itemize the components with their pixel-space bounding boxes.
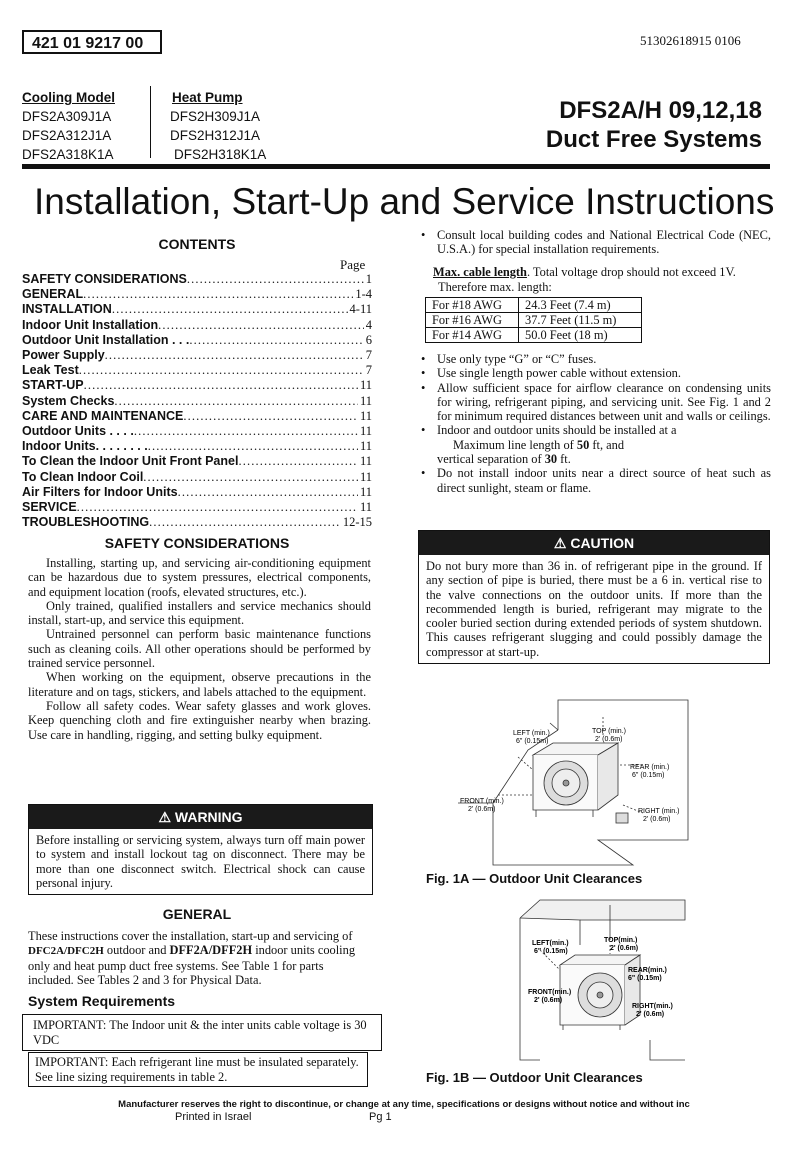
fig1a-rear-value: 6" (0.15m) <box>632 772 665 779</box>
toc-leader <box>114 394 358 409</box>
contents-heading: CONTENTS <box>158 236 236 252</box>
model-list <box>22 88 312 164</box>
safety-paragraph: When working on the equipment, observe precautions in the literature and on tags, stickers, and labels attached to the equipment. <box>28 670 371 699</box>
cooling-model-1: DFS2A309J1A <box>22 109 112 124</box>
toc-row <box>22 333 372 348</box>
toc-row <box>22 409 372 424</box>
toc-label: Air Filters for Indoor Units <box>22 484 178 499</box>
fig1a-front-value: 2' (0.6m) <box>468 806 496 813</box>
cooling-model-2: DFS2A312J1A <box>22 128 112 143</box>
toc-leader <box>79 363 364 378</box>
toc-label: SERVICE <box>22 500 77 515</box>
model-divider <box>150 86 151 158</box>
indoor-model-ref: DFF2A/DFF2H <box>169 943 253 958</box>
toc-label: INSTALLATION <box>22 302 112 317</box>
safety-heading: SAFETY CONSIDERATIONS <box>104 535 290 551</box>
toc-label: GENERAL <box>22 287 84 302</box>
toc-label: Indoor Units. . . . . . . . <box>22 439 148 454</box>
fig1a-caption: Fig. 1A — Outdoor Unit Clearances <box>426 871 643 886</box>
toc-label: To Clean Indoor Coil <box>22 469 144 484</box>
install-line-1: • Indoor and outdoor units should be installed at a <box>437 423 677 438</box>
toc-leader <box>187 272 364 287</box>
install-text: ft. <box>557 452 571 467</box>
toc-row <box>22 500 372 515</box>
install-line-2 <box>437 438 771 452</box>
bullet-install <box>421 423 771 466</box>
product-line-2: Duct Free Systems <box>545 126 762 153</box>
footer-page: Pg 1 <box>369 1111 392 1123</box>
toc-page: 4-11 <box>349 302 372 317</box>
warning-text: Before installing or servicing system, always turn off main power to system and install lockout tag on disconnect. There may be more than one disconnect switch. Electrical shock can cause personal injury. <box>36 833 365 890</box>
install-text: vertical separation of <box>437 452 545 467</box>
toc-page: 6 <box>365 332 372 347</box>
cooling-model-header: Cooling Model <box>22 90 115 105</box>
fig1b-right-value: 2' (0.6m) <box>636 1011 665 1018</box>
cable-length-note <box>433 265 773 280</box>
toc-leader <box>238 454 358 469</box>
important-insulation-note: IMPORTANT: Each refrigerant line must be insulated separately. See line sizing requirements in table 2. <box>28 1052 368 1087</box>
fig1b-right-label: RIGHT(min.) <box>632 1003 673 1010</box>
footer-printed: Printed in Israel <box>175 1111 252 1123</box>
caution-text: Do not bury more than 36 in. of refrigerant pipe in the ground. If any section of pipe is buried, there must be a 6 in. vertical rise to the valve connections on the outdoor units. If more than the recommended length is buried, refrigerant may migrate to the cooler buried section during extended periods of system shutdown. This causes refrigerant slugging and could possibly damage the compressor at start-up. <box>426 559 762 659</box>
toc-leader <box>178 485 358 500</box>
toc-leader <box>112 302 348 317</box>
toc-label: Outdoor Unit Installation . . . <box>22 332 190 347</box>
general-text-part: indoor units cooling only and heat pump duct free systems. See Table 1 for parts included. See Tables 2 and 3 for Physical Data. <box>28 943 356 987</box>
fig1b-left-value: 6" (0.15m) <box>534 948 568 955</box>
outdoor-model-ref: DFC2A/DFC2H <box>28 945 104 958</box>
cable-length-text: . Total voltage drop should not exceed 1V. <box>526 265 736 279</box>
toc-row <box>22 485 372 500</box>
toc-label: TROUBLESHOOTING <box>22 515 150 530</box>
toc-label: CARE AND MAINTENANCE <box>22 408 184 423</box>
toc-row <box>22 378 372 393</box>
safety-paragraph: Follow all safety codes. Wear safety glasses and work gloves. Keep quenching cloth and fire extinguisher nearby when brazing. Use care in handling, rigging, and setting bulky equipment. <box>28 698 371 742</box>
outdoor-clearance-figure-1b <box>500 890 700 1065</box>
toc-page: 11 <box>359 424 372 439</box>
footer-disclaimer: Manufacturer reserves the right to discontinue, or change at any time, specifications or designs without notice and without inc <box>118 1099 690 1110</box>
contents-page-label: Page <box>340 257 366 272</box>
toc-row <box>22 348 372 363</box>
fig1a-rear-label: REAR (min.) <box>630 764 670 771</box>
fig1b-left-label: LEFT(min.) <box>532 940 569 947</box>
toc-page: 7 <box>365 348 372 363</box>
fig1a-right-value: 2' (0.6m) <box>643 816 671 823</box>
toc-leader <box>189 333 363 348</box>
toc-page: 1 <box>365 272 372 286</box>
bullet-heat: • Do not install indoor units near a direct source of heat such as direct sunlight, steam or flame. <box>421 466 771 495</box>
header-rule <box>22 164 770 169</box>
toc-page: 11 <box>359 454 372 469</box>
toc-leader <box>84 378 358 393</box>
table-cell: For #16 AWG <box>426 313 519 328</box>
toc-leader <box>134 424 358 439</box>
important-voltage-note: IMPORTANT: The Indoor unit & the inter units cable voltage is 30 VDC <box>22 1014 382 1051</box>
general-heading: GENERAL <box>162 906 232 922</box>
toc-leader <box>148 439 358 454</box>
fig1b-front-label: FRONT(min.) <box>528 989 572 996</box>
toc-row <box>22 272 372 287</box>
toc-label: SAFETY CONSIDERATIONS <box>22 272 187 286</box>
page-title: Installation, Start-Up and Service Instructions <box>34 181 775 222</box>
fig1a-left-label: LEFT (min.) <box>513 730 550 737</box>
part-number: 421 01 9217 00 <box>22 30 162 54</box>
caution-triangle-icon: ⚠ <box>553 535 567 551</box>
general-text-part: These instructions cover the installation, start-up and servicing of <box>28 929 353 943</box>
fig1a-left-value: 6" (0.15m) <box>516 738 549 745</box>
fig1a-front-label: FRONT (min.) <box>460 798 504 805</box>
cooling-model-3: DFS2A318K1A <box>22 147 114 162</box>
toc-page: 1-4 <box>355 287 372 302</box>
install-line-3 <box>437 452 771 466</box>
toc-page: 11 <box>359 393 372 408</box>
caution-box <box>418 530 770 664</box>
fig1b-rear-label: REAR(min.) <box>628 967 667 974</box>
table-cell: 24.3 Feet (7.4 m) <box>519 298 642 313</box>
toc-row <box>22 454 372 469</box>
cable-length-table <box>425 297 642 343</box>
bullet-space: • Allow sufficient space for airflow clearance on condensing units for wiring, refrigerant piping, and servicing unit. See Fig. 1 and 2 for minimum required distances between unit and walls or ceilings. <box>421 381 771 424</box>
heat-pump-model-3: DFS2H318K1A <box>174 147 267 162</box>
table-of-contents <box>22 272 372 530</box>
table-cell: 37.7 Feet (11.5 m) <box>519 313 642 328</box>
toc-page: 11 <box>359 378 372 393</box>
codes-bullet <box>421 228 771 257</box>
product-name <box>546 96 762 154</box>
toc-label: START-UP <box>22 378 84 393</box>
toc-page: 11 <box>359 439 372 454</box>
toc-page: 11 <box>359 408 372 423</box>
toc-label: To Clean the Indoor Unit Front Panel <box>22 454 239 469</box>
toc-label: System Checks <box>22 393 115 408</box>
fig1a-top-label: TOP (min.) <box>592 728 626 735</box>
document-number: 51302618915 0106 <box>640 33 741 48</box>
toc-row <box>22 394 372 409</box>
fig1b-rear-value: 6" (0.15m) <box>628 975 662 982</box>
toc-row <box>22 424 372 439</box>
general-text-part: outdoor and <box>103 943 170 958</box>
caution-header <box>419 531 769 555</box>
bullet-cable: • Use single length power cable without extension. <box>421 366 771 380</box>
toc-page: 4 <box>365 317 372 332</box>
toc-row <box>22 363 372 378</box>
toc-leader <box>77 500 358 515</box>
toc-leader <box>83 287 353 302</box>
table-row <box>426 313 642 328</box>
fig1a-right-label: RIGHT (min.) <box>638 808 680 815</box>
toc-label: Leak Test <box>22 363 79 378</box>
fig1a-top-value: 2' (0.6m) <box>595 736 623 743</box>
toc-label: Indoor Unit Installation <box>22 317 159 332</box>
toc-row <box>22 318 372 333</box>
table-row <box>426 298 642 313</box>
product-line-1: DFS2A/H 09,12,18 <box>559 97 762 124</box>
safety-paragraph: Installing, starting up, and servicing air-conditioning equipment can be hazardous due to system pressures, electrical components, and equipment location (roofs, elevated structures, etc.). <box>28 556 371 599</box>
caution-title: CAUTION <box>570 535 635 551</box>
bullet-fuses: • Use only type “G” or “C” fuses. <box>421 352 771 366</box>
toc-page: 11 <box>359 500 372 515</box>
warning-header <box>29 805 372 829</box>
cable-length-text2: Therefore max. length: <box>438 280 552 294</box>
toc-page: 11 <box>359 484 372 499</box>
fig1b-top-label: TOP(min.) <box>604 937 638 944</box>
toc-leader <box>143 470 358 485</box>
max-line-length: 50 <box>576 437 590 452</box>
safety-paragraph: Untrained personnel can perform basic maintenance functions such as cleaning coils. All other operations should be performed by trained service personnel. <box>28 627 371 671</box>
install-text: Maximum line length of <box>453 437 577 452</box>
fig1b-top-value: 2' (0.6m) <box>610 945 639 952</box>
system-requirements-heading: System Requirements <box>28 993 176 1009</box>
toc-row <box>22 287 372 302</box>
warning-title: WARNING <box>174 809 243 825</box>
toc-leader <box>158 318 364 333</box>
toc-label: Power Supply <box>22 348 105 363</box>
warning-box <box>28 804 373 895</box>
install-text: ft, and <box>589 437 625 452</box>
table-cell: For #14 AWG <box>426 328 519 343</box>
toc-page: 12-15 <box>342 515 372 530</box>
table-cell: 50.0 Feet (18 m) <box>519 328 642 343</box>
toc-page: 7 <box>365 363 372 378</box>
toc-leader <box>183 409 358 424</box>
toc-page: 11 <box>359 469 372 484</box>
table-cell: For #18 AWG <box>426 298 519 313</box>
table-row <box>426 328 642 343</box>
bullet-codes: • Consult local building codes and National Electrical Code (NEC, U.S.A.) for special installation requirements. <box>421 228 771 257</box>
toc-row <box>22 470 372 485</box>
cable-length-label: Max. cable length <box>433 265 527 279</box>
fig1b-front-value: 2' (0.6m) <box>534 997 563 1004</box>
warning-triangle-icon: ⚠ <box>158 809 171 825</box>
toc-row <box>22 302 372 317</box>
heat-pump-model-1: DFS2H309J1A <box>170 109 261 124</box>
fig1b-caption: Fig. 1B — Outdoor Unit Clearances <box>426 1070 643 1085</box>
toc-row <box>22 439 372 454</box>
safety-paragraph: Only trained, qualified installers and service mechanics should install, start-up, and service this equipment. <box>28 598 371 628</box>
toc-label: Outdoor Units . . . . <box>22 424 134 439</box>
toc-leader <box>105 348 364 363</box>
safety-text <box>28 556 371 742</box>
heat-pump-model-2: DFS2H312J1A <box>170 128 261 143</box>
heat-pump-header: Heat Pump <box>172 90 243 105</box>
toc-row <box>22 515 372 530</box>
outdoor-clearance-figure-1a <box>458 695 698 870</box>
vertical-separation: 30 <box>544 452 558 467</box>
general-text <box>28 929 371 987</box>
toc-leader <box>149 515 341 530</box>
requirements-bullets <box>421 352 771 495</box>
